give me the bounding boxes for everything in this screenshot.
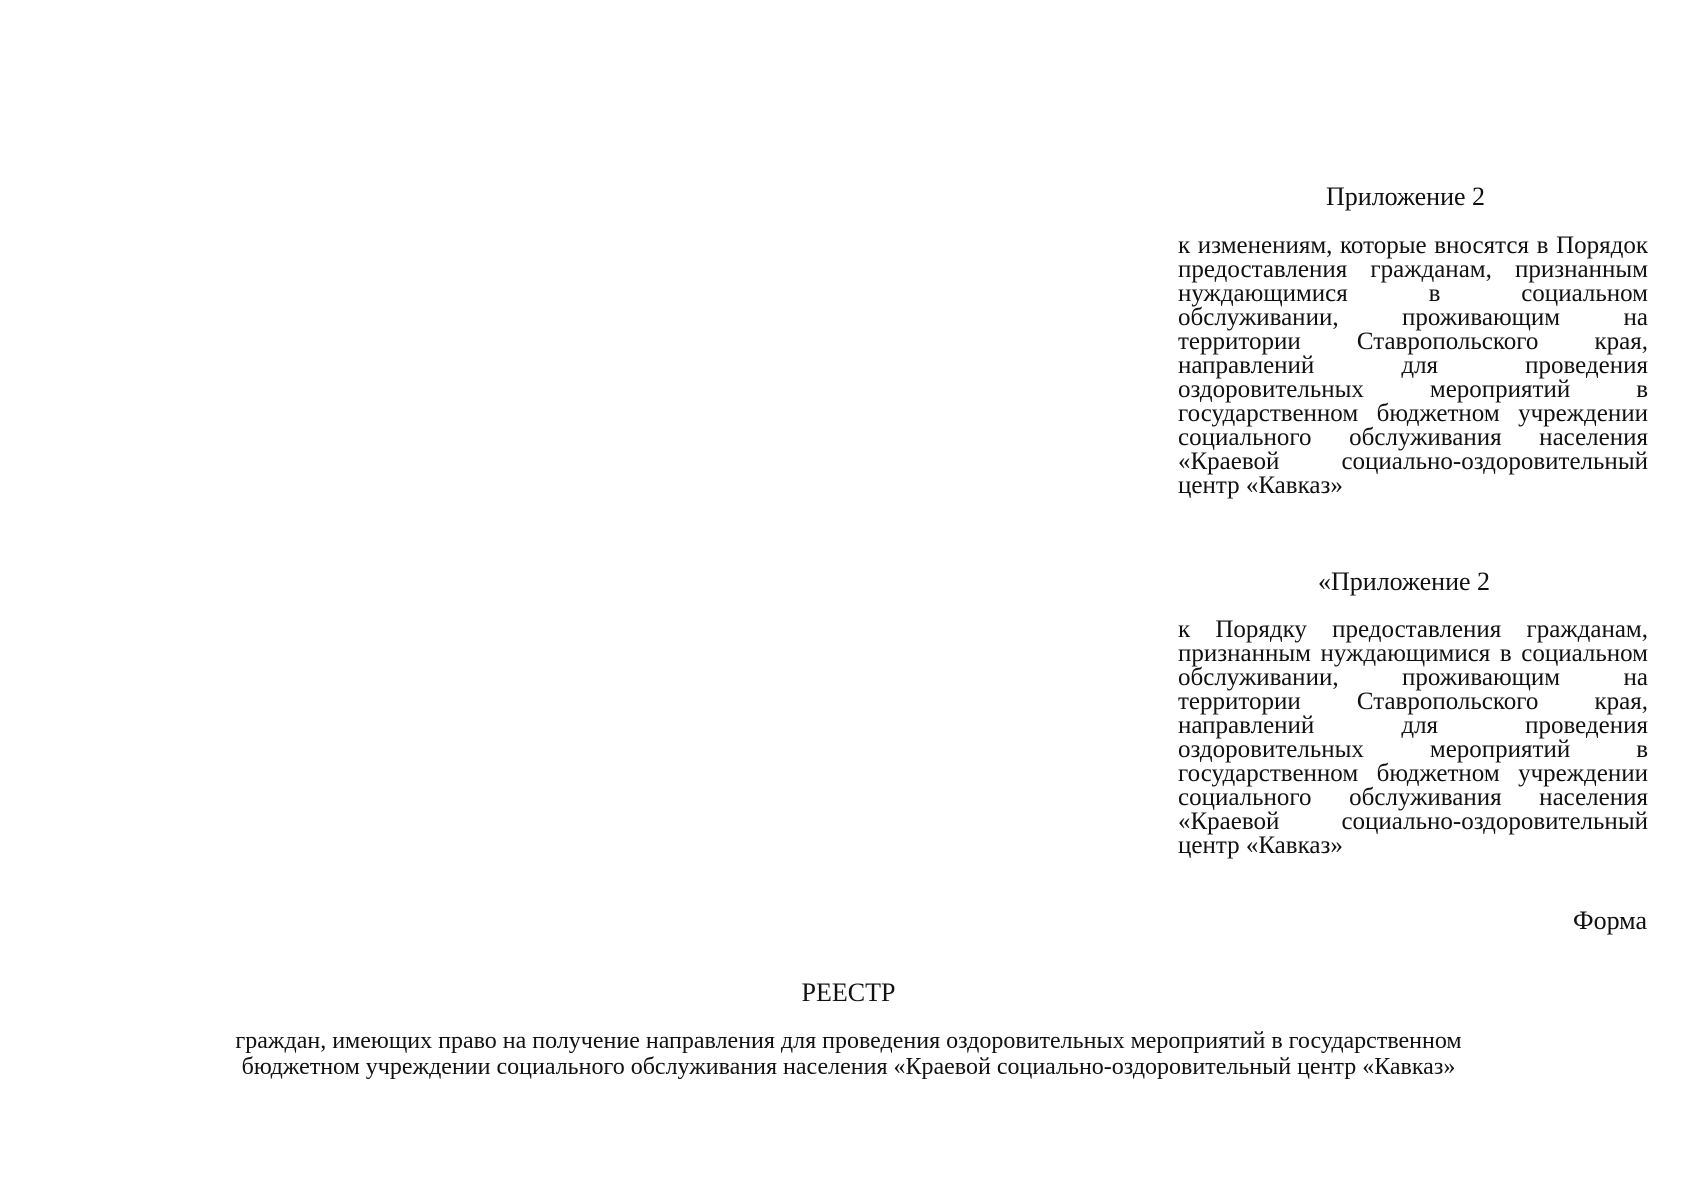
registry-subtitle-line-2: бюджетном учреждении социального обслуживания населения «Краевой социально-оздоровительный центр «Кавказ» — [241, 1054, 1456, 1080]
form-label: Форма — [1573, 906, 1647, 935]
registry-subtitle — [0, 1028, 1697, 1080]
appendix-2-heading: «Приложение 2 — [1318, 567, 1491, 596]
registry-subtitle-line-1: граждан, имеющих право на получение направления для проведения оздоровительных мероприятий в государственном — [235, 1028, 1462, 1054]
appendix-1-text: к изменениям, которые вносятся в Порядок предоставления гражданам, признанным нуждающимися в социальном обслуживании, проживающим на территории Ставропольского края, направлений для проведения оздоровительных мероприятий в государственном бюджетном учреждении социального обслуживания населения «Краевой социально-оздоровительный центр «Кавказ» — [1178, 232, 1648, 499]
appendix-2-text: к Порядку предоставления гражданам, признанным нуждающимися в социальном обслуживании, проживающим на территории Ставропольского края, направлений для проведения оздоровительных мероприятий в государственном бюджетном учреждении социального обслуживания населения «Краевой социально-оздоровительный центр «Кавказ» — [1178, 616, 1648, 859]
registry-title: РЕЕСТР — [801, 978, 896, 1007]
appendix-1-heading: Приложение 2 — [1326, 182, 1486, 211]
